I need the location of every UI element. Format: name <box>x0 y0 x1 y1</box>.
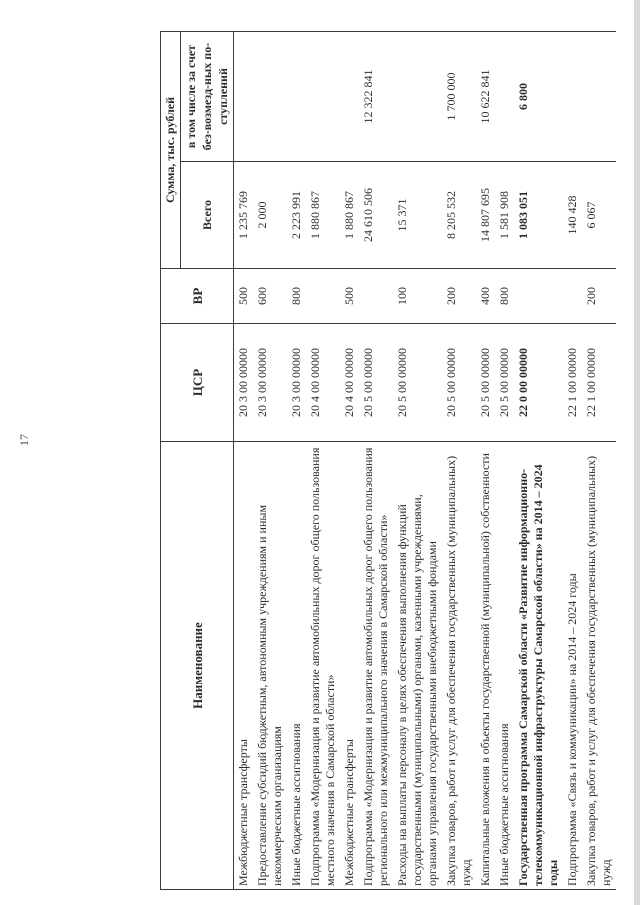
header-total: Всего <box>181 162 234 269</box>
header-name: Наименование <box>161 442 234 890</box>
rotated-page-content <box>160 32 640 890</box>
table-row <box>253 31 287 889</box>
table-row <box>287 31 306 889</box>
row-free <box>495 31 514 161</box>
row-total: 1 083 051 <box>514 162 563 269</box>
header-vr: ВР <box>161 269 234 324</box>
row-vr <box>514 269 563 324</box>
row-free <box>306 31 340 161</box>
row-total: 6 067 <box>582 162 616 269</box>
row-csr: 20 4 00 00000 <box>306 324 340 442</box>
row-free <box>287 31 306 161</box>
table-row <box>393 31 442 889</box>
row-csr: 20 3 00 00000 <box>234 324 254 442</box>
row-total: 1 880 867 <box>306 162 340 269</box>
table-row <box>495 31 514 889</box>
row-free <box>563 31 582 161</box>
row-csr: 20 5 00 00000 <box>442 324 476 442</box>
row-free <box>393 31 442 161</box>
row-csr: 20 4 00 00000 <box>340 324 359 442</box>
row-csr: 20 5 00 00000 <box>476 324 495 442</box>
row-name: Закупка товаров, работ и услуг для обеспечения государственных (муниципальных) нужд <box>582 442 616 890</box>
row-csr: 22 1 00 00000 <box>582 324 616 442</box>
row-vr <box>306 269 340 324</box>
table-row <box>563 31 582 889</box>
header-csr: ЦСР <box>161 324 234 442</box>
row-free: 10 622 841 <box>476 31 495 161</box>
row-name: Расходы на выплаты персоналу в целях обеспечения выполнения функций государственными (муниципальными) органами, казенными учреждениями, органами управления государственными внебюджетными фондами <box>393 442 442 890</box>
row-free <box>340 31 359 161</box>
row-vr: 800 <box>495 269 514 324</box>
header-sum-group: Сумма, тыс. рублей <box>161 31 181 268</box>
row-free <box>253 31 287 161</box>
row-vr: 200 <box>582 269 616 324</box>
table-row <box>514 31 563 889</box>
table-body <box>234 31 617 889</box>
row-csr: 20 5 00 00000 <box>495 324 514 442</box>
table-row <box>582 31 616 889</box>
table-row <box>306 31 340 889</box>
page-number: 17 <box>17 434 31 446</box>
row-name: Подпрограмма «Модернизация и развитие автомобильных дорог общего пользования регионального или межмуниципального значения в Самарской области» <box>359 442 393 890</box>
row-name: Закупка товаров, работ и услуг для обеспечения государственных (муниципальных) нужд <box>442 442 476 890</box>
row-free: 6 800 <box>514 31 563 161</box>
row-total: 1 235 769 <box>234 162 254 269</box>
row-csr: 20 5 00 00000 <box>393 324 442 442</box>
row-vr: 200 <box>442 269 476 324</box>
row-vr: 800 <box>287 269 306 324</box>
row-vr: 100 <box>393 269 442 324</box>
row-csr: 20 3 00 00000 <box>253 324 287 442</box>
row-name: Подпрограмма «Связь и коммуникации» на 2014 – 2024 годы <box>563 442 582 890</box>
row-vr <box>563 269 582 324</box>
row-vr <box>359 269 393 324</box>
table-row <box>340 31 359 889</box>
table-row <box>234 31 254 889</box>
budget-table <box>160 31 616 890</box>
row-vr: 600 <box>253 269 287 324</box>
row-name: Предоставление субсидий бюджетным, автономным учреждениям и иным некоммерческим организациям <box>253 442 287 890</box>
row-name: Иные бюджетные ассигнования <box>495 442 514 890</box>
row-name: Иные бюджетные ассигнования <box>287 442 306 890</box>
row-total: 15 371 <box>393 162 442 269</box>
row-total: 2 223 991 <box>287 162 306 269</box>
header-free: в том числе за счет без-возмезд-ных по-ступлений <box>181 31 234 161</box>
row-name: Подпрограмма «Модернизация и развитие автомобильных дорог общего пользования местного значения в Самарской области» <box>306 442 340 890</box>
row-total: 1 880 867 <box>340 162 359 269</box>
row-name: Межбюджетные трансферты <box>340 442 359 890</box>
row-csr: 20 5 00 00000 <box>359 324 393 442</box>
row-name: Капитальные вложения в объекты государственной (муниципальной) собственности <box>476 442 495 890</box>
row-total: 1 581 908 <box>495 162 514 269</box>
row-free: 1 700 000 <box>442 31 476 161</box>
row-csr: 22 1 00 00000 <box>563 324 582 442</box>
row-total: 8 205 532 <box>442 162 476 269</box>
row-free: 12 322 841 <box>359 31 393 161</box>
row-name: Государственная программа Самарской области «Развитие информационно-телекоммуникационной инфраструктуры Самарской области» на 2014 – 2024 годы <box>514 442 563 890</box>
row-total: 24 610 506 <box>359 162 393 269</box>
row-name: Межбюджетные трансферты <box>234 442 254 890</box>
row-free <box>234 31 254 161</box>
table-row <box>476 31 495 889</box>
row-total: 140 428 <box>563 162 582 269</box>
row-vr: 500 <box>234 269 254 324</box>
row-vr: 400 <box>476 269 495 324</box>
row-csr: 22 0 00 00000 <box>514 324 563 442</box>
row-total: 14 807 695 <box>476 162 495 269</box>
row-csr: 20 3 00 00000 <box>287 324 306 442</box>
row-total: 2 000 <box>253 162 287 269</box>
row-vr: 500 <box>340 269 359 324</box>
row-free <box>582 31 616 161</box>
table-row <box>442 31 476 889</box>
table-row <box>359 31 393 889</box>
